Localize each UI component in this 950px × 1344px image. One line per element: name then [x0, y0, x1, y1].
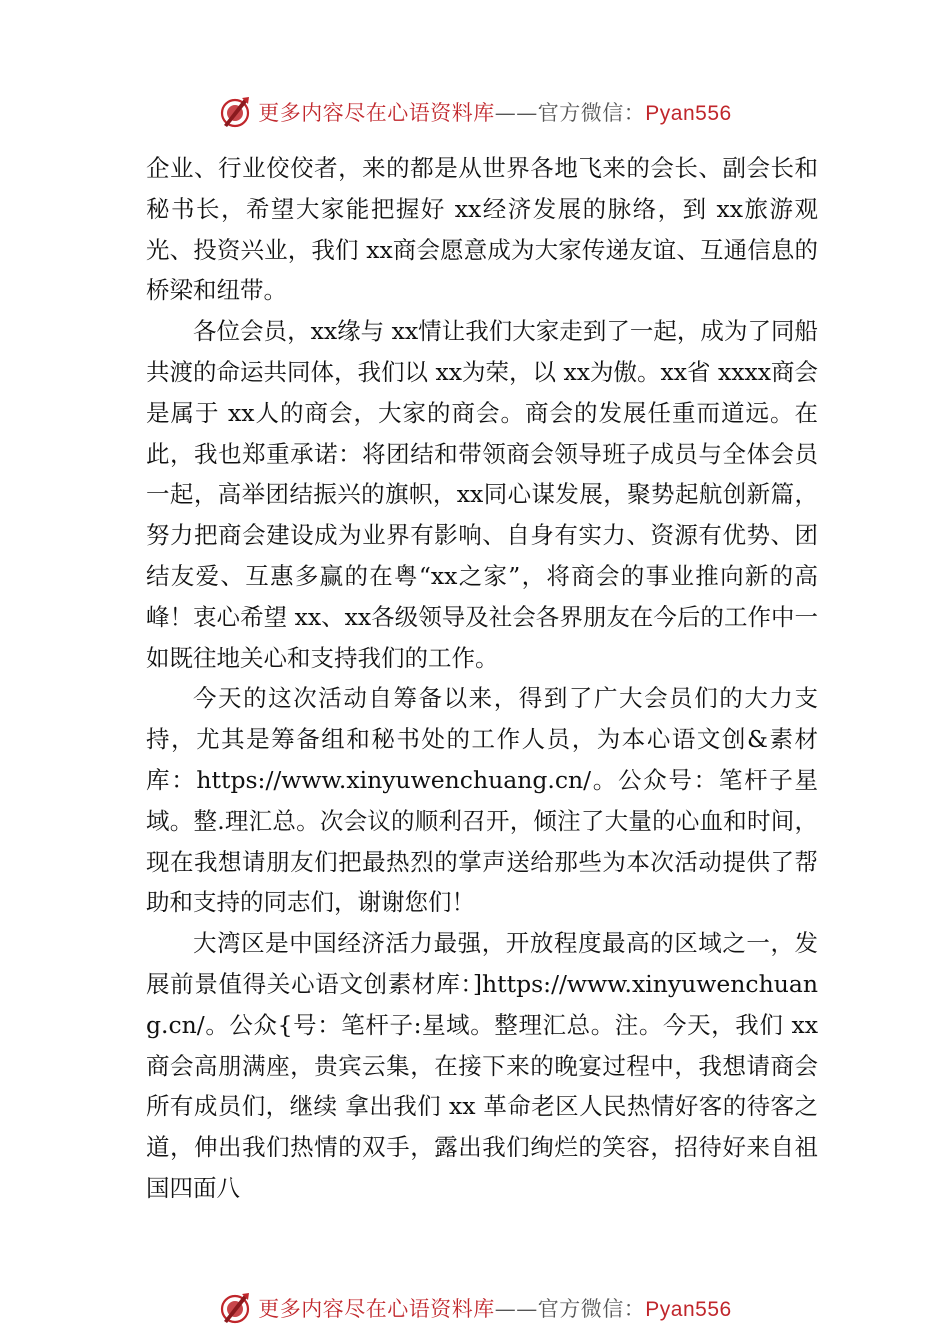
footer-banner [0, 1288, 950, 1328]
quill-pen-seal-icon [218, 1291, 252, 1325]
header-separator: —— [494, 101, 538, 125]
header-brand: 更多内容尽在心语资料库 [258, 101, 495, 125]
header-wechat-id: Pyan556 [645, 102, 732, 125]
header-text [258, 97, 731, 127]
footer-text [258, 1293, 731, 1323]
footer-official-label: 官方微信： [537, 1297, 646, 1321]
header-official-label: 官方微信： [537, 101, 646, 125]
footer-separator: —— [494, 1297, 538, 1321]
paragraph-3: 今天的这次活动自筹备以来，得到了广大会员们的大力支持，尤其是筹备组和秘书处的工作人员，为本心语文创&素材库：https://www.xinyuwenchuang.cn/。公众号：笔杆子星域。整.理汇总。次会议的顺利召开，倾注了大量的心血和时间，现在我想请朋友们把最热烈的掌声送给那些为本次活动提供了帮助和支持的同志们，谢谢您们！ [146, 684, 818, 917]
paragraph-2: 各位会员，xx缘与 xx情让我们大家走到了一起，成为了同船共渡的命运共同体，我们以 xx为荣，以 xx为傲。xx省 xxxx商会是属于 xx人的商会，大家的商会。商会的发展任重而道远。在此，我也郑重承诺：将团结和带领商会领导班子成员与全体会员一起，高举团结振兴的旗帜，xx同心谋发展，聚势起航创新篇，努力把商会建设成为业界有影响、自身有实力、资源有优势、团结友爱、互惠多赢的在粤“xx之家”，将商会的事业推向新的高峰！衷心希望 xx、xx各级领导及社会各界朋友在今后的工作中一如既往地关心和支持我们的工作。 [146, 317, 818, 672]
header-banner [0, 92, 950, 132]
paragraph-4: 大湾区是中国经济活力最强，开放程度最高的区域之一，发展前景值得关心语文创素材库：]https://www.xinyuwenchuang.cn/。公众{号：笔杆子:星域。整理汇总。注。今天，我们 xx 商会高朋满座，贵宾云集，在接下来的晚宴过程中，我想请商会所有成员们，继续 拿出我们 xx 革命老区人民热情好客的待客之道，伸出我们热情的双手，露出我们绚烂的笑容，招待好来自祖国四面八 [146, 929, 818, 1202]
document-body [146, 148, 818, 1209]
paragraph-1: 企业、行业佼佼者，来的都是从世界各地飞来的会长、副会长和秘书长，希望大家能把握好 xx经济发展的脉络，到 xx旅游观光、投资兴业，我们 xx商会愿意成为大家传递友谊、互通信息的桥梁和纽带。 [146, 154, 818, 305]
footer-brand: 更多内容尽在心语资料库 [258, 1297, 495, 1321]
quill-pen-seal-icon [218, 95, 252, 129]
footer-wechat-id: Pyan556 [645, 1298, 732, 1321]
